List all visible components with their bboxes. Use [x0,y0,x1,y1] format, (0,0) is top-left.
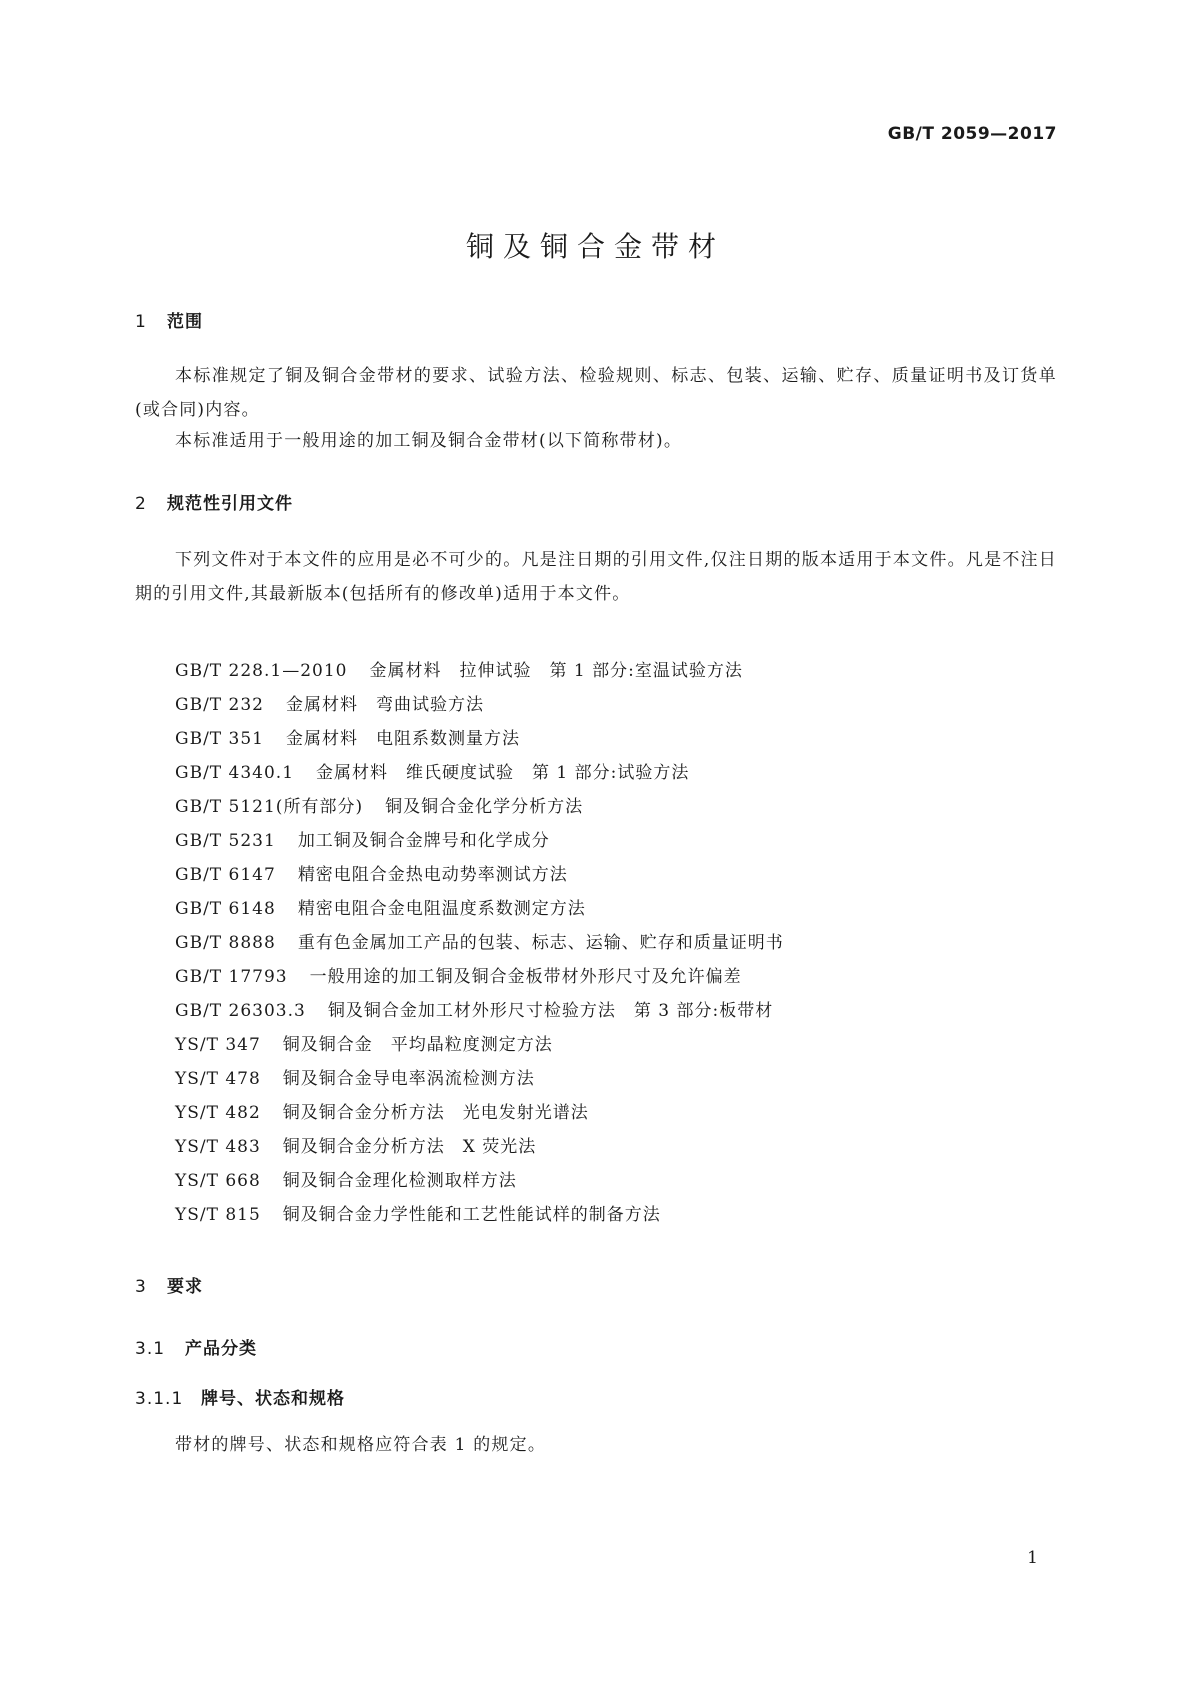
reference-code: GB/T 8888 [175,933,276,953]
reference-title: 铜及铜合金导电率涡流检测方法 [282,1069,535,1089]
reference-title: 铜及铜合金分析方法 光电发射光谱法 [282,1103,589,1123]
list-item [175,858,784,892]
reference-code: YS/T 478 [175,1069,261,1089]
reference-title: 金属材料 维氏硬度试验 第 1 部分:试验方法 [316,763,690,783]
section-title: 规范性引用文件 [167,494,293,514]
list-item [175,994,784,1028]
list-item [175,1198,784,1232]
list-item [175,1164,784,1198]
section-title: 产品分类 [185,1339,257,1359]
reference-title: 金属材料 电阻系数测量方法 [286,729,520,749]
page-number: 1 [1027,1548,1038,1568]
list-item [175,892,784,926]
reference-title: 加工铜及铜合金牌号和化学成分 [297,831,550,851]
section-number: 3 [135,1277,147,1297]
section-2-heading [135,489,293,514]
reference-title: 精密电阻合金热电动势率测试方法 [297,865,568,885]
list-item [175,722,784,756]
reference-title: 铜及铜合金分析方法 X 荧光法 [282,1137,537,1157]
reference-code: GB/T 351 [175,729,264,749]
section-1-heading [135,307,203,332]
reference-code: GB/T 5231 [175,831,276,851]
list-item [175,1096,784,1130]
reference-list [175,654,784,1232]
reference-title: 铜及铜合金理化检测取样方法 [282,1171,517,1191]
reference-code: GB/T 26303.3 [175,1001,306,1021]
reference-title: 铜及铜合金力学性能和工艺性能试样的制备方法 [282,1205,661,1225]
reference-code: YS/T 815 [175,1205,261,1225]
section-title: 要求 [167,1277,203,1297]
section-3-heading [135,1272,203,1297]
section-title: 牌号、状态和规格 [201,1389,345,1409]
reference-title: 铜及铜合金 平均晶粒度测定方法 [282,1035,553,1055]
list-item [175,926,784,960]
reference-code: YS/T 482 [175,1103,261,1123]
list-item [175,654,784,688]
reference-title: 铜及铜合金加工材外形尺寸检验方法 第 3 部分:板带材 [327,1001,774,1021]
reference-code: GB/T 17793 [175,967,288,987]
reference-title: 铜及铜合金化学分析方法 [385,797,584,817]
reference-title: 金属材料 弯曲试验方法 [286,695,484,715]
reference-code: YS/T 668 [175,1171,261,1191]
reference-title: 精密电阻合金电阻温度系数测定方法 [297,899,586,919]
list-item [175,824,784,858]
document-title: 铜及铜合金带材 [465,230,725,263]
section-number: 3.1 [135,1339,166,1359]
reference-title: 金属材料 拉伸试验 第 1 部分:室温试验方法 [369,661,743,681]
reference-code: GB/T 4340.1 [175,763,295,783]
list-item [175,1028,784,1062]
reference-title: 重有色金属加工产品的包装、标志、运输、贮存和质量证明书 [297,933,784,953]
reference-code: YS/T 347 [175,1035,261,1055]
list-item [175,756,784,790]
scope-paragraph-2: 本标准适用于一般用途的加工铜及铜合金带材(以下简称带材)。 [175,431,683,451]
list-item [175,1062,784,1096]
grades-paragraph: 带材的牌号、状态和规格应符合表 1 的规定。 [175,1435,547,1455]
reference-code: GB/T 232 [175,695,264,715]
reference-title: 一般用途的加工铜及铜合金板带材外形尺寸及允许偏差 [309,967,742,987]
standard-code: GB/T 2059—2017 [887,124,1057,144]
reference-code: YS/T 483 [175,1137,261,1157]
reference-code: GB/T 6148 [175,899,276,919]
list-item [175,960,784,994]
reference-code: GB/T 6147 [175,865,276,885]
list-item [175,688,784,722]
scope-paragraph-1: 本标准规定了铜及铜合金带材的要求、试验方法、检验规则、标志、包装、运输、贮存、质量证明书及订货单(或合同)内容。 [135,366,1057,420]
reference-code: GB/T 228.1—2010 [175,661,348,681]
list-item [175,790,784,824]
section-3-1-1-heading [135,1384,345,1409]
section-3-1-heading [135,1334,257,1359]
section-title: 范围 [167,312,203,332]
section-number: 2 [135,494,147,514]
list-item [175,1130,784,1164]
reference-code: GB/T 5121(所有部分) [175,797,364,817]
references-intro: 下列文件对于本文件的应用是必不可少的。凡是注日期的引用文件,仅注日期的版本适用于本文件。凡是不注日期的引用文件,其最新版本(包括所有的修改单)适用于本文件。 [135,550,1057,604]
section-number: 3.1.1 [135,1389,184,1409]
section-number: 1 [135,312,147,332]
